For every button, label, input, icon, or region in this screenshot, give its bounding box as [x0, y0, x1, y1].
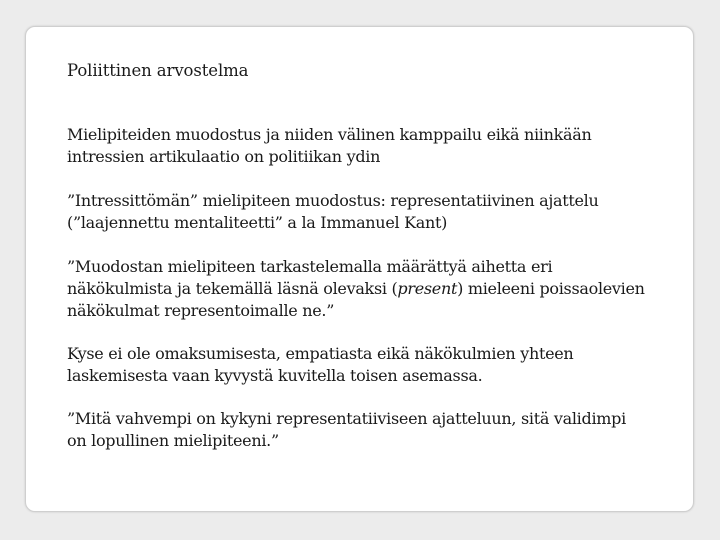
paragraph-1-line-2: intressien artikulaatio on politiikan ydin [67, 147, 381, 166]
paragraph-5-line-1: ”Mitä vahvempi on kykyni representatiiviseen ajatteluun, sitä validimpi [67, 409, 626, 428]
paragraph-3-line-1: ”Muodostan mielipiteen tarkastelemalla määrättyä aihetta eri [67, 257, 553, 276]
paragraph-4 [67, 343, 667, 387]
paragraph-3-line-3: näkökulmat representoimalle ne.” [67, 301, 335, 320]
paragraph-1-line-1: Mielipiteiden muodostus ja niiden välinen kamppailu eikä niinkään [67, 125, 592, 144]
paragraph-3-line-2 [67, 278, 667, 300]
paragraph-4-line-1: Kyse ei ole omaksumisesta, empatiasta eikä näkökulmien yhteen [67, 344, 574, 363]
paragraph-5-line-2: on lopullinen mielipiteeni.” [67, 431, 279, 450]
paragraph-3-quote [67, 256, 667, 322]
paragraph-5-quote [67, 408, 667, 452]
paragraph-1 [67, 124, 667, 168]
paragraph-2-line-2: (”laajennettu mentaliteetti” a la Immanuel Kant) [67, 213, 448, 232]
paragraph-2 [67, 190, 667, 234]
paragraph-3-line-2-start: näkökulmista ja tekemällä läsnä olevaksi ( [67, 279, 398, 298]
paragraph-2-line-1: ”Intressittömän” mielipiteen muodostus: representatiivinen ajattelu [67, 191, 599, 210]
italic-term-present: present [397, 279, 458, 298]
slide-panel [25, 26, 694, 512]
slide-title: Poliittinen arvostelma [67, 61, 249, 80]
paragraph-3-line-2-end: ) mieleeni poissaolevien [457, 279, 645, 298]
paragraph-4-line-2: laskemisesta vaan kyvystä kuvitella toisen asemassa. [67, 366, 483, 385]
